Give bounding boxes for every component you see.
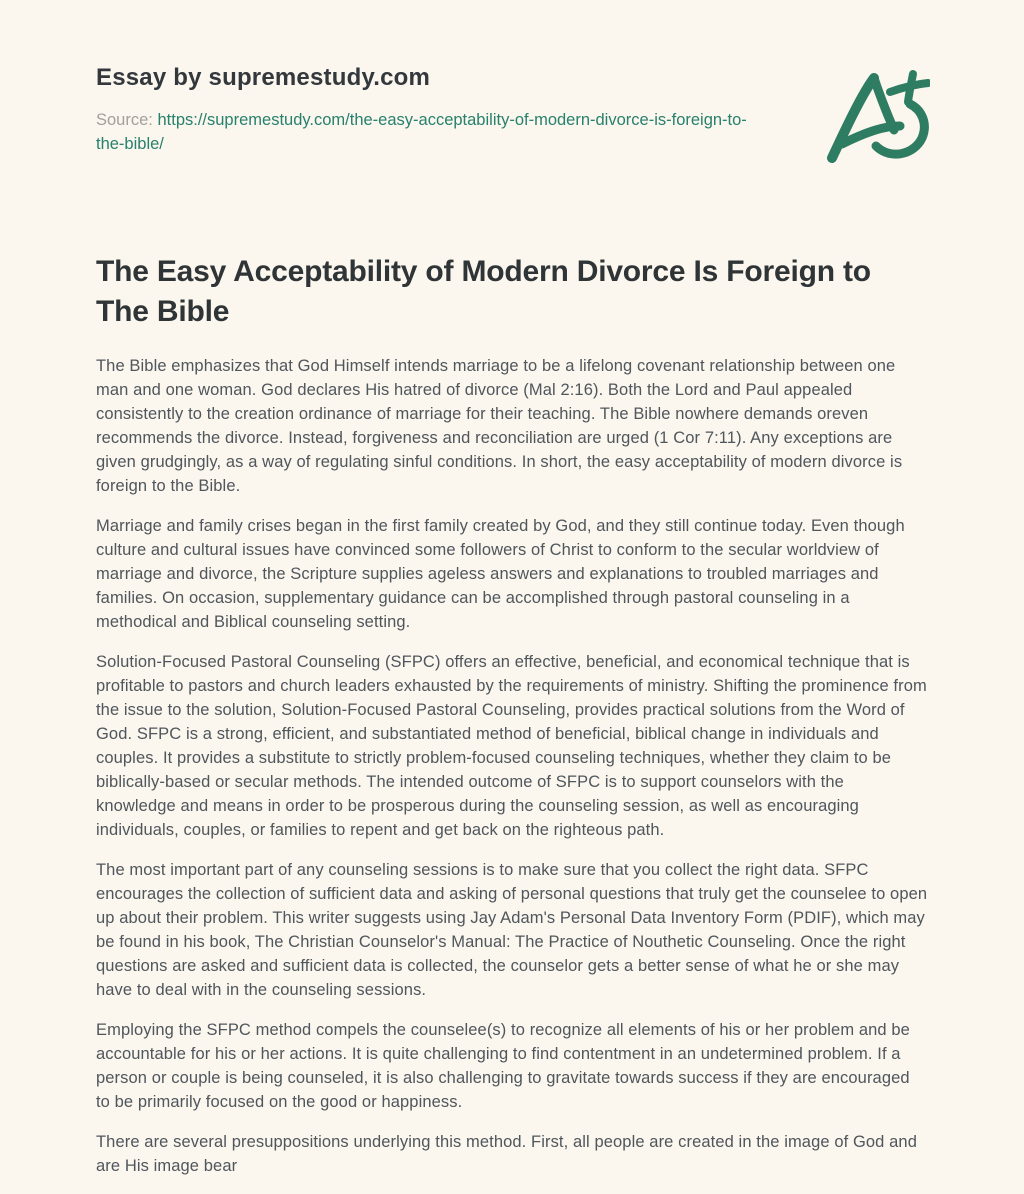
essay-paragraph: Employing the SFPC method compels the counselee(s) to recognize all elements of his or her problem and be accountable for his or her actions. It is quite challenging to find contentment in an undetermined problem. If a person or couple is being counseled, it is also challenging to gravitate towards success if they are encouraged to be primarily focused on the good or happiness. [96,1021,910,1111]
essay-title: The Easy Acceptability of Modern Divorce Is Foreign to The Bible [96,255,871,328]
essay-paragraph: Solution-Focused Pastoral Counseling (SFPC) offers an effective, beneficial, and economical technique that is profitable to pastors and church leaders exhausted by the requirements of ministry. Shifting the prominence from the issue to the solution, Solution-Focused Pastoral Counseling, provides practical solutions from the Word of God. SFPC is a strong, efficient, and substantiated method of beneficial, biblical change in individuals and couples. It provides a substitute to strictly problem-focused counseling techniques, whether they claim to be biblically-based or secular methods. The intended outcome of SFPC is to support counselors with the knowledge and means in order to be prosperous during the counseling session, as well as encouraging individuals, couples, or families to repent and get back on the righteous path. [96,653,927,839]
essay-byline: Essay by supremestudy.com [96,64,431,91]
source-line [96,108,764,156]
essay-paragraph: The most important part of any counseling sessions is to make sure that you collect the right data. SFPC encourages the collection of sufficient data and asking of personal questions that truly get the counselee to open up about their problem. This writer suggests using Jay Adam's Personal Data Inventory Form (PDIF), which may be found in his book, The Christian Counselor's Manual: The Practice of Nouthetic Counseling. Once the right questions are asked and sufficient data is collected, the counselor gets a better sense of what he or she may have to deal with in the counseling sessions. [96,861,928,999]
essay-body [96,354,928,1178]
a-plus-logo-icon [826,58,930,170]
essay-paragraph: There are several presuppositions underlying this method. First, all people are created in the image of God and are His image bear [96,1133,917,1175]
essay-paragraph: Marriage and family crises began in the first family created by God, and they still continue today. Even though culture and cultural issues have convinced some followers of Christ to conform to the secular worldview of marriage and divorce, the Scripture supplies ageless answers and explanations to troubled marriages and families. On occasion, supplementary guidance can be accomplished through pastoral counseling in a methodical and Biblical counseling setting. [96,517,905,631]
source-label: Source: [96,111,153,129]
essay-paragraph: The Bible emphasizes that God Himself intends marriage to be a lifelong covenant relationship between one man and one woman. God declares His hatred of divorce (Mal 2:16). Both the Lord and Paul appealed consistently to the creation ordinance of marriage for their teaching. The Bible nowhere demands oreven recommends the divorce. Instead, forgiveness and reconciliation are urged (1 Cor 7:11). Any exceptions are given grudgingly, as a way of regulating sinful conditions. In short, the easy acceptability of modern divorce is foreign to the Bible. [96,357,903,495]
source-url-link[interactable]: https://supremestudy.com/the-easy-acceptability-of-modern-divorce-is-foreign-to-the-bible/ [96,111,747,153]
